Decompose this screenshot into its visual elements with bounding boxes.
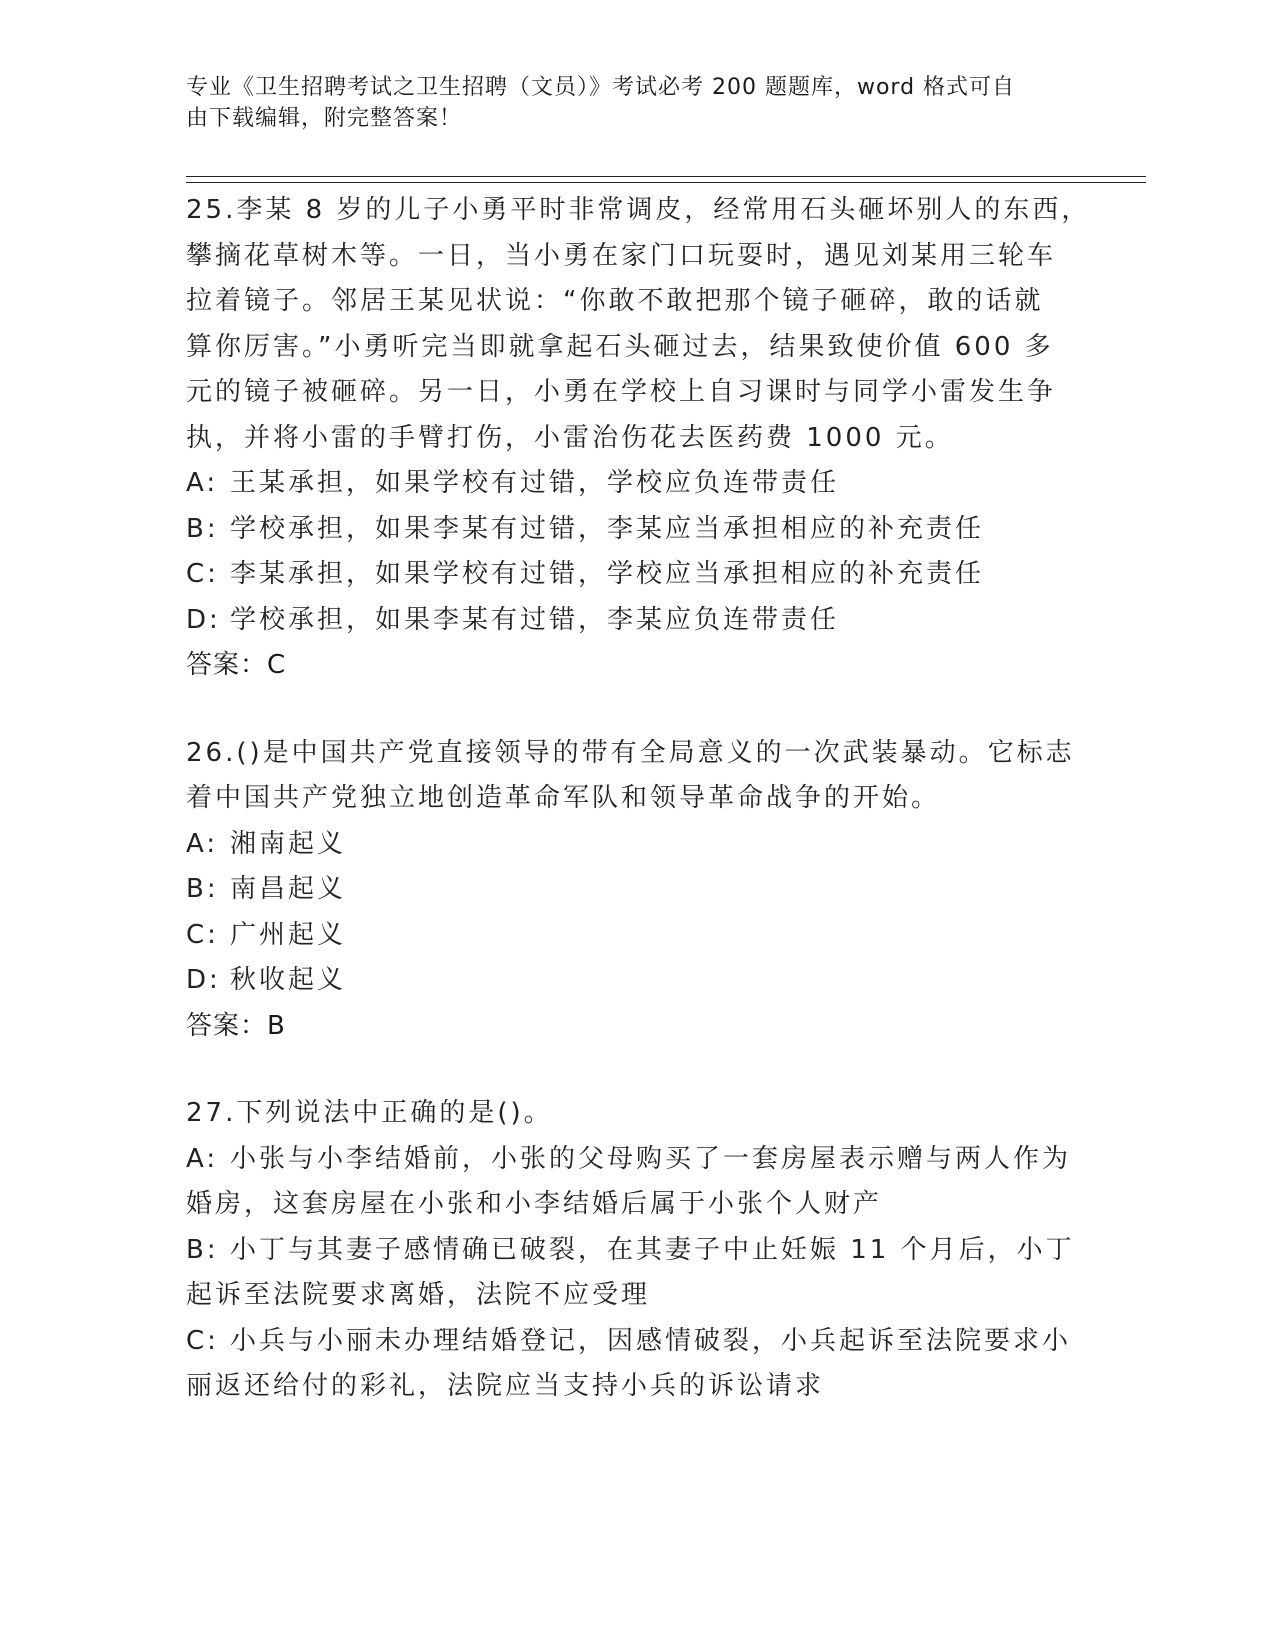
- option-text: 湘南起义: [230, 828, 347, 859]
- option-letter: C:: [186, 919, 219, 950]
- question-stem-line: 执，并将小雷的手臂打伤，小雷治伤花去医药费 1000 元。: [186, 422, 954, 453]
- header-divider-bottom: [186, 182, 1146, 183]
- option-letter: A:: [186, 1143, 219, 1174]
- option-line: [186, 1182, 1066, 1228]
- header-line-1: 专业《卫生招聘考试之卫生招聘（文员）》考试必考 200 题题库，word 格式可自: [186, 75, 1016, 100]
- option-line: [186, 1273, 1066, 1319]
- option-text: 李某承担，如果学校有过错，学校应当承担相应的补充责任: [230, 559, 985, 589]
- option-letter: A:: [186, 468, 219, 498]
- option-line: [186, 552, 1066, 598]
- option-line: [186, 958, 1066, 1004]
- question-block: [186, 188, 1091, 689]
- option-letter: B:: [186, 1234, 219, 1265]
- option-line: [186, 1364, 1066, 1410]
- option-line: [186, 598, 1066, 644]
- answer-line: 答案：C: [186, 650, 287, 680]
- option-text: 小张与小李结婚前，小张的父母购买了一套房屋表示赠与两人作为: [230, 1143, 1072, 1174]
- option-text: 小兵与小丽未办理结婚登记，因感情破裂，小兵起诉至法院要求小: [230, 1325, 1072, 1356]
- option-text: 广州起义: [230, 919, 347, 950]
- option-letter: D:: [186, 965, 221, 995]
- question-list: [186, 188, 1091, 1452]
- question-stem-line: 25.李某 8 岁的儿子小勇平时非常调皮，经常用石头砸坏别人的东西，: [186, 195, 1091, 225]
- answer-line: 答案：B: [186, 1010, 286, 1041]
- option-line: [186, 1137, 1072, 1183]
- question-stem-line: 拉着镜子。邻居王某见状说：“你敢不敢把那个镜子砸碎，敢的话就: [186, 286, 1044, 316]
- option-text: 王某承担，如果学校有过错，学校应负连带责任: [230, 468, 840, 498]
- question-stem-line: 元的镜子被砸碎。另一日，小勇在学校上自习课时与同学小雷发生争: [186, 377, 1057, 407]
- header-line-2: 由下载编辑，附完整答案！: [186, 106, 463, 131]
- option-line: [186, 1228, 1075, 1274]
- option-letter: B:: [186, 513, 219, 544]
- option-text: 秋收起义: [230, 965, 347, 995]
- question-block: [186, 731, 1075, 1050]
- option-text: 起诉至法院要求离婚，法院不应受理: [186, 1280, 651, 1310]
- question-stem-line: 27.下列说法中正确的是()。: [186, 1098, 553, 1128]
- option-letter: A:: [186, 828, 219, 859]
- option-text: 南昌起义: [230, 874, 347, 904]
- option-line: [186, 461, 1066, 507]
- option-line: [186, 913, 1066, 959]
- header-divider-top: [186, 176, 1146, 177]
- option-line: [186, 822, 1066, 868]
- option-letter: B:: [186, 874, 219, 904]
- option-text: 学校承担，如果李某有过错，李某应负连带责任: [230, 604, 840, 635]
- option-text: 学校承担，如果李某有过错，李某应当承担相应的补充责任: [230, 513, 985, 544]
- option-letter: C:: [186, 559, 219, 589]
- option-letter: C:: [186, 1325, 219, 1356]
- question-stem-line: 26.()是中国共产党直接领导的带有全局意义的一次武装暴动。它标志: [186, 737, 1075, 768]
- question-stem-line: 攀摘花草树木等。一日，当小勇在家门口玩耍时，遇见刘某用三轮车: [186, 240, 1057, 271]
- option-text: 丽返还给付的彩礼，法院应当支持小兵的诉讼请求: [186, 1371, 825, 1401]
- document-header: [186, 72, 1086, 134]
- question-stem-line: 算你厉害。”小勇听完当即就拿起石头砸过去，结果致使价值 600 多: [186, 331, 1054, 362]
- option-line: [186, 1319, 1072, 1365]
- option-text: 小丁与其妻子感情确已破裂，在其妻子中止妊娠 11 个月后，小丁: [230, 1234, 1075, 1265]
- option-letter: D:: [186, 604, 221, 635]
- question-block: [186, 1091, 1075, 1410]
- option-line: [186, 867, 1066, 913]
- option-text: 婚房，这套房屋在小张和小李结婚后属于小张个人财产: [186, 1189, 883, 1219]
- option-line: [186, 507, 1066, 553]
- question-stem-line: 着中国共产党独立地创造革命军队和领导革命战争的开始。: [186, 783, 941, 813]
